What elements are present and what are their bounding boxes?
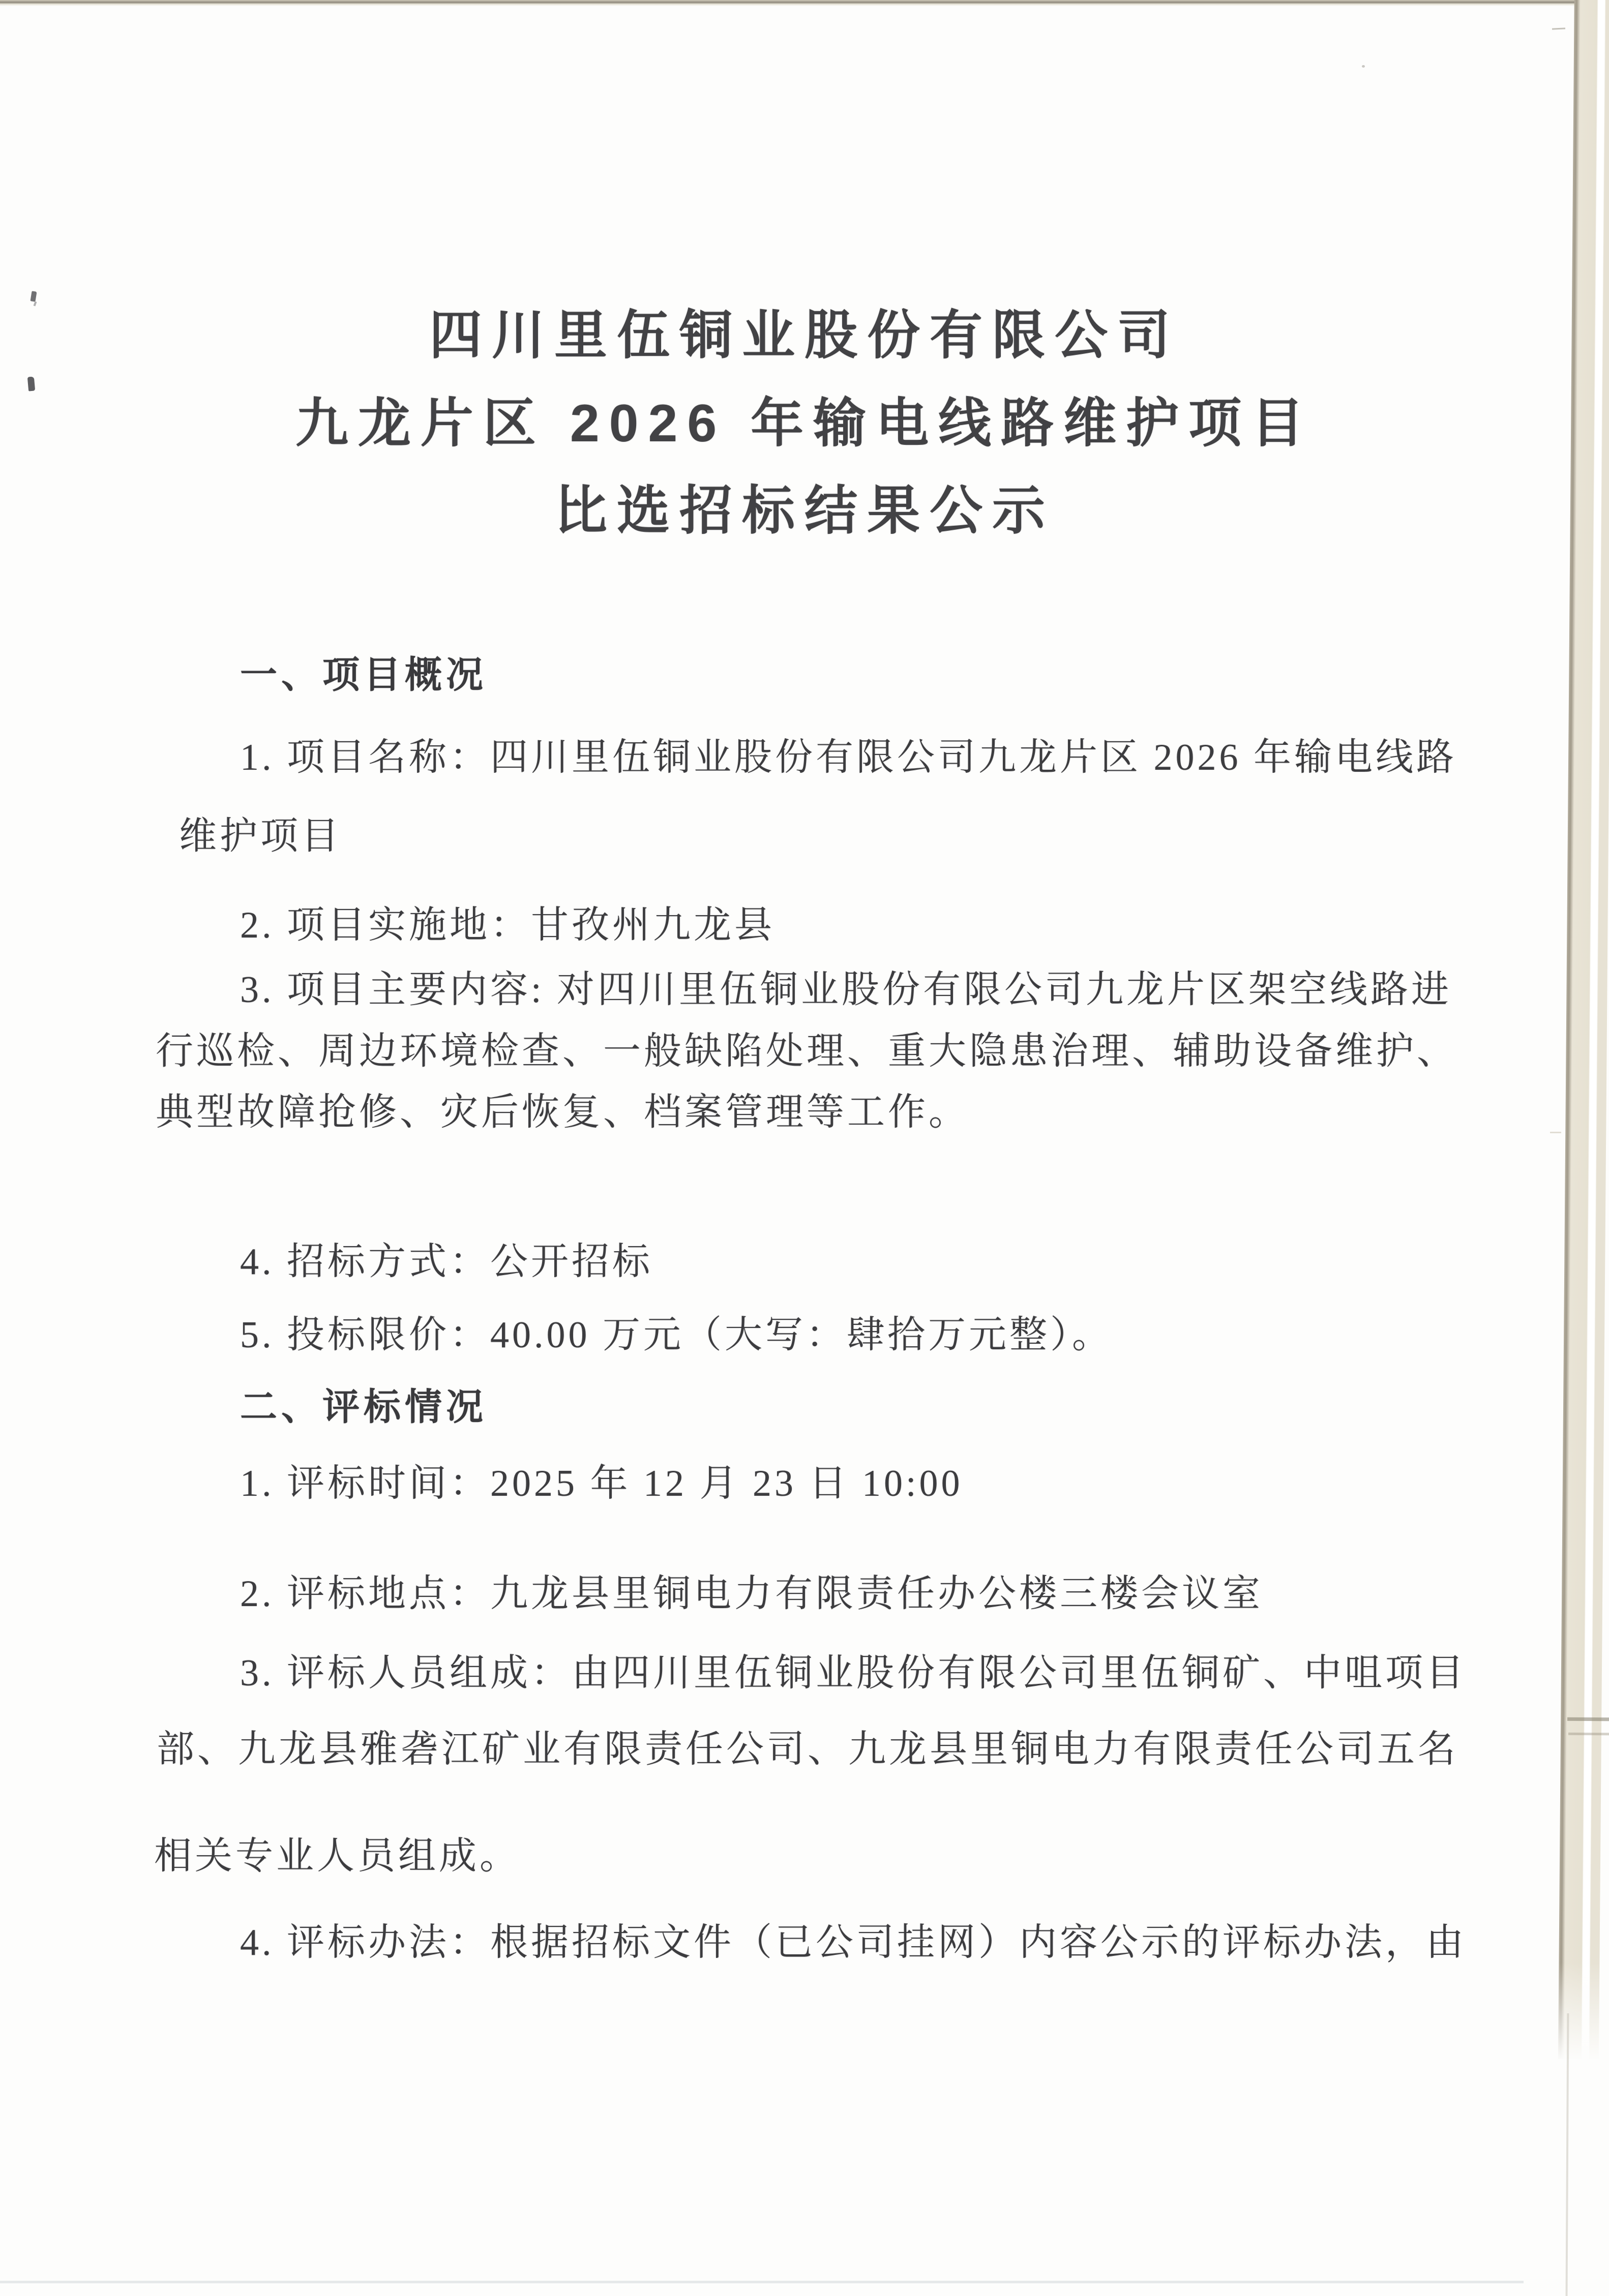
scan-bottom-line bbox=[0, 2281, 1524, 2283]
scan-dash bbox=[1550, 1132, 1561, 1133]
item-project-content-line-1: 3. 项目主要内容: 对四川里伍铜业股份有限公司九龙片区架空线路进 bbox=[240, 969, 1452, 1011]
item-evaluation-panel-line-2: 部、九龙县雅砻江矿业有限责任公司、九龙县里铜电力有限责任公司五名 bbox=[157, 1729, 1458, 1770]
item-evaluation-panel-line-1: 3. 评标人员组成：由四川里伍铜业股份有限公司里伍铜矿、中咀项目 bbox=[240, 1652, 1467, 1694]
scan-streak bbox=[1567, 1717, 1609, 1721]
item-project-content-line-3: 典型故障抢修、灾后恢复、档案管理等工作。 bbox=[156, 1092, 969, 1133]
doc-title-line-1: 四川里伍铜业股份有限公司 bbox=[429, 306, 1180, 365]
item-evaluation-method: 4. 评标办法：根据招标文件（已公司挂网）内容公示的评标办法，由 bbox=[240, 1922, 1467, 1963]
ink-speck bbox=[1362, 65, 1365, 68]
item-evaluation-panel-line-3: 相关专业人员组成。 bbox=[154, 1835, 520, 1877]
scan-streak bbox=[1568, 1733, 1609, 1736]
item-project-location: 2. 项目实施地：甘孜州九龙县 bbox=[240, 904, 775, 946]
scan-edge-fade bbox=[1556, 1962, 1609, 2095]
scan-dash bbox=[1552, 27, 1565, 29]
item-project-name-line-1: 1. 项目名称：四川里伍铜业股份有限公司九龙片区 2026 年输电线路 bbox=[240, 737, 1457, 778]
doc-title-line-2: 九龙片区 2026 年输电线路维护项目 bbox=[295, 394, 1314, 453]
item-bid-price-limit: 5. 投标限价：40.00 万元（大写：肆拾万元整）。 bbox=[240, 1314, 1113, 1356]
item-evaluation-time: 1. 评标时间：2025 年 12 月 23 日 10:00 bbox=[240, 1463, 963, 1504]
item-evaluation-place: 2. 评标地点：九龙县里铜电力有限责任办公楼三楼会议室 bbox=[240, 1573, 1263, 1615]
item-bidding-method: 4. 招标方式：公开招标 bbox=[240, 1241, 653, 1283]
scan-edge-top bbox=[0, 0, 1609, 6]
section-2-heading: 二、评标情况 bbox=[240, 1386, 487, 1428]
item-project-name-line-2: 维护项目 bbox=[179, 815, 342, 857]
section-1-heading: 一、项目概况 bbox=[240, 654, 487, 696]
doc-title-line-3: 比选招标结果公示 bbox=[554, 481, 1055, 540]
item-project-content-line-2: 行巡检、周边环境检查、一般缺陷处理、重大隐患治理、辅助设备维护、 bbox=[156, 1031, 1457, 1072]
